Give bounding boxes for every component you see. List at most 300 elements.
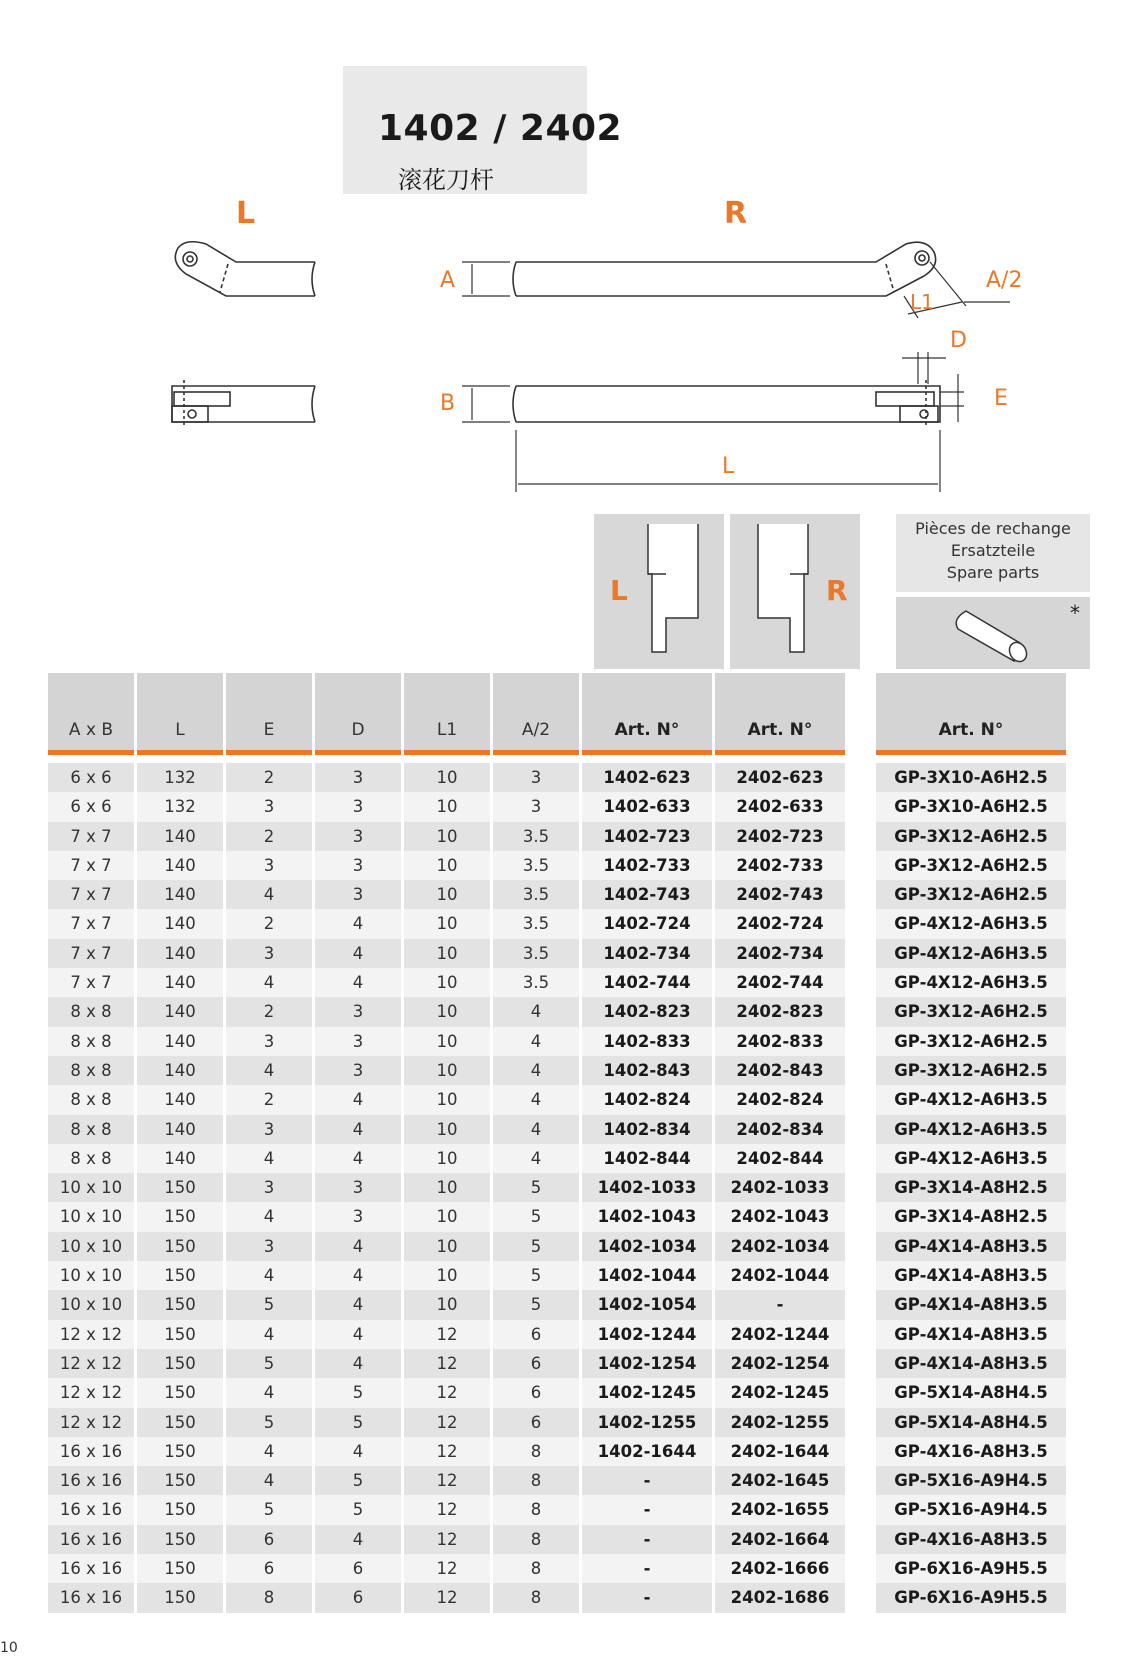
table-cell: 12 (404, 1583, 490, 1612)
dim-e-label: E (994, 386, 1008, 411)
table-cell: 8 (493, 1466, 579, 1495)
table-cell: GP-4X14-A8H3.5 (876, 1320, 1066, 1349)
table-cell: 1402-1054 (582, 1290, 712, 1319)
table-cell: 10 (404, 1085, 490, 1114)
table-cell: 10 (404, 880, 490, 909)
table-cell: 3.5 (493, 851, 579, 880)
table-cell: 150 (137, 1378, 223, 1407)
table-cell: 2402-1664 (715, 1525, 845, 1554)
table-cell: 10 (404, 1290, 490, 1319)
table-cell: 10 (404, 939, 490, 968)
table-cell: 4 (493, 997, 579, 1026)
spare-parts-en: Spare parts (946, 563, 1040, 582)
table-cell: GP-5X14-A8H4.5 (876, 1408, 1066, 1437)
table-cell: 1402-1043 (582, 1202, 712, 1231)
table-cell: 2402-843 (715, 1056, 845, 1085)
table-cell: 5 (493, 1173, 579, 1202)
table-cell: 7 x 7 (48, 880, 134, 909)
table-cell: 10 (404, 997, 490, 1026)
dim-b-label: B (440, 391, 456, 416)
pin-note-star: * (1070, 601, 1080, 625)
table-cell: 140 (137, 1056, 223, 1085)
table-cell: GP-3X12-A6H2.5 (876, 851, 1066, 880)
table-cell: 3.5 (493, 968, 579, 997)
table-cell: GP-3X12-A6H2.5 (876, 880, 1066, 909)
column-header (137, 673, 223, 755)
table-cell: 4 (226, 1144, 312, 1173)
table-cell: 1402-623 (582, 763, 712, 792)
table-cell: 8 x 8 (48, 1115, 134, 1144)
table-cell: 3 (315, 822, 401, 851)
table-cell: 16 x 16 (48, 1583, 134, 1612)
table-cell: 3.5 (493, 909, 579, 938)
table-cell: 4 (226, 1261, 312, 1290)
table-cell: 2402-1245 (715, 1378, 845, 1407)
table-cell: 16 x 16 (48, 1437, 134, 1466)
table-cell: 140 (137, 1027, 223, 1056)
table-cell: 10 (404, 1261, 490, 1290)
table-cell: 8 x 8 (48, 1144, 134, 1173)
table-cell: 1402-723 (582, 822, 712, 851)
table-cell: 5 (315, 1378, 401, 1407)
table-cell: 10 x 10 (48, 1290, 134, 1319)
table-cell: GP-4X12-A6H3.5 (876, 1144, 1066, 1173)
table-cell: 10 (404, 968, 490, 997)
table-cell: 3 (226, 792, 312, 821)
table-cell: 2402-633 (715, 792, 845, 821)
dim-a-label: A (440, 268, 456, 293)
table-cell: 10 (404, 1144, 490, 1173)
table-cell: 150 (137, 1349, 223, 1378)
table-cell: 5 (315, 1495, 401, 1524)
table-cell: 10 (404, 1173, 490, 1202)
table-cell: 6 (493, 1320, 579, 1349)
table-cell: 1402-633 (582, 792, 712, 821)
table-cell: 140 (137, 851, 223, 880)
table-cell: 1402-724 (582, 909, 712, 938)
right-label: R (724, 196, 748, 231)
table-cell: 4 (315, 968, 401, 997)
table-cell: 10 (404, 909, 490, 938)
table-cell: 3 (226, 851, 312, 880)
table-cell: 2 (226, 822, 312, 851)
table-cell: GP-4X14-A8H3.5 (876, 1290, 1066, 1319)
table-cell: 16 x 16 (48, 1554, 134, 1583)
table-cell: 5 (493, 1261, 579, 1290)
table-cell: 8 (226, 1583, 312, 1612)
table-cell: 8 x 8 (48, 1056, 134, 1085)
table-cell: 3 (315, 851, 401, 880)
column-header (315, 673, 401, 755)
table-cell: 3 (315, 997, 401, 1026)
table-cell: 140 (137, 880, 223, 909)
table-cell: - (582, 1495, 712, 1524)
table-cell: 16 x 16 (48, 1466, 134, 1495)
table-cell: GP-4X14-A8H3.5 (876, 1232, 1066, 1261)
table-cell: 2402-744 (715, 968, 845, 997)
table-cell: 3 (226, 1115, 312, 1144)
table-cell: 2402-1034 (715, 1232, 845, 1261)
table-cell: 4 (226, 1437, 312, 1466)
column-header-label: D (351, 720, 365, 740)
table-cell: 10 (404, 1202, 490, 1231)
table-cell: - (582, 1466, 712, 1495)
table-cell: 12 x 12 (48, 1349, 134, 1378)
table-cell: 1402-843 (582, 1056, 712, 1085)
table-cell: 150 (137, 1290, 223, 1319)
table-cell: 1402-1255 (582, 1408, 712, 1437)
table-cell: 6 (493, 1349, 579, 1378)
table-cell: 1402-1044 (582, 1261, 712, 1290)
table-cell: 2402-1254 (715, 1349, 845, 1378)
table-cell: 2402-623 (715, 763, 845, 792)
table-cell: 12 (404, 1466, 490, 1495)
table-cell: GP-4X12-A6H3.5 (876, 1115, 1066, 1144)
table-cell: 4 (226, 1466, 312, 1495)
spare-parts-de: Ersatzteile (950, 541, 1036, 560)
table-cell: 2 (226, 763, 312, 792)
table-cell: GP-4X14-A8H3.5 (876, 1349, 1066, 1378)
table-cell: 140 (137, 1115, 223, 1144)
column-header (226, 673, 312, 755)
table-cell: 4 (315, 1232, 401, 1261)
table-cell: 2402-844 (715, 1144, 845, 1173)
table-cell: - (582, 1554, 712, 1583)
table-cell: 150 (137, 1525, 223, 1554)
table-cell: 132 (137, 763, 223, 792)
table-cell: 1402-744 (582, 968, 712, 997)
table-cell: 5 (493, 1202, 579, 1231)
table-cell: - (715, 1290, 845, 1319)
table-cell: 4 (315, 1115, 401, 1144)
table-cell: 4 (315, 1290, 401, 1319)
table-cell: 4 (493, 1085, 579, 1114)
table-cell: 140 (137, 909, 223, 938)
table-cell: 7 x 7 (48, 909, 134, 938)
table-cell: 6 (493, 1408, 579, 1437)
table-cell: 4 (493, 1027, 579, 1056)
table-cell: 150 (137, 1583, 223, 1612)
table-cell: 10 (404, 1027, 490, 1056)
table-cell: 8 (493, 1554, 579, 1583)
table-cell: 7 x 7 (48, 968, 134, 997)
table-cell: 150 (137, 1437, 223, 1466)
table-cell: 8 x 8 (48, 1085, 134, 1114)
table-cell: 150 (137, 1554, 223, 1583)
table-cell: 10 x 10 (48, 1173, 134, 1202)
table-cell: 3 (226, 1173, 312, 1202)
table-cell: 4 (226, 968, 312, 997)
column-header-label: Art. N° (747, 720, 813, 740)
table-cell: GP-6X16-A9H5.5 (876, 1583, 1066, 1612)
table-cell: 3 (315, 792, 401, 821)
table-cell: 150 (137, 1173, 223, 1202)
table-cell: 4 (493, 1115, 579, 1144)
table-cell: 10 (404, 792, 490, 821)
right-column-letter: R (826, 574, 848, 607)
table-cell: 7 x 7 (48, 851, 134, 880)
table-cell: GP-4X12-A6H3.5 (876, 909, 1066, 938)
table-cell: 2402-724 (715, 909, 845, 938)
table-cell: 2402-1043 (715, 1202, 845, 1231)
table-cell: GP-4X16-A8H3.5 (876, 1437, 1066, 1466)
table-cell: 132 (137, 792, 223, 821)
table-cell: 2402-823 (715, 997, 845, 1026)
table-cell: 10 x 10 (48, 1232, 134, 1261)
table-cell: 4 (315, 1320, 401, 1349)
table-cell: 8 (493, 1583, 579, 1612)
table-cell: 4 (315, 1349, 401, 1378)
table-cell: GP-5X16-A9H4.5 (876, 1466, 1066, 1495)
dim-l-label: L (722, 454, 735, 479)
dim-l1-label: L1 (910, 290, 934, 314)
table-cell: 1402-834 (582, 1115, 712, 1144)
left-label: L (236, 196, 256, 231)
pin-icon (896, 597, 1090, 669)
table-cell: 6 (493, 1378, 579, 1407)
column-header (582, 673, 712, 755)
page-subtitle: 滚花刀杆 (398, 166, 494, 194)
table-cell: 140 (137, 822, 223, 851)
table-cell: 2402-723 (715, 822, 845, 851)
table-cell: 6 x 6 (48, 792, 134, 821)
table-cell: 4 (315, 909, 401, 938)
table-cell: 2402-1033 (715, 1173, 845, 1202)
table-cell: 1402-823 (582, 997, 712, 1026)
table-cell: 2402-1686 (715, 1583, 845, 1612)
table-cell: 2402-1655 (715, 1495, 845, 1524)
table-cell: 4 (315, 1085, 401, 1114)
table-cell: GP-3X12-A6H2.5 (876, 997, 1066, 1026)
table-cell: - (582, 1583, 712, 1612)
table-cell: 12 (404, 1554, 490, 1583)
pin-image (896, 597, 1090, 669)
table-cell: 8 (493, 1525, 579, 1554)
table-cell: 6 (226, 1554, 312, 1583)
table-cell: 7 x 7 (48, 939, 134, 968)
table-cell: 2402-743 (715, 880, 845, 909)
table-cell: 1402-824 (582, 1085, 712, 1114)
table-cell: 8 x 8 (48, 1027, 134, 1056)
table-cell: 1402-833 (582, 1027, 712, 1056)
table-cell: 6 x 6 (48, 763, 134, 792)
table-cell: 150 (137, 1232, 223, 1261)
table-cell: GP-3X14-A8H2.5 (876, 1173, 1066, 1202)
table-cell: 10 (404, 822, 490, 851)
table-cell: 4 (226, 1202, 312, 1231)
table-cell: GP-6X16-A9H5.5 (876, 1554, 1066, 1583)
table-cell: 150 (137, 1320, 223, 1349)
table-cell: GP-4X12-A6H3.5 (876, 968, 1066, 997)
column-header (404, 673, 490, 755)
table-cell: 2402-1255 (715, 1408, 845, 1437)
table-cell: 10 (404, 1232, 490, 1261)
table-cell: 2402-733 (715, 851, 845, 880)
table-cell: 3.5 (493, 939, 579, 968)
table-cell: 2402-824 (715, 1085, 845, 1114)
spare-parts-fr: Pièces de rechange (915, 519, 1071, 538)
table-cell: GP-4X14-A8H3.5 (876, 1261, 1066, 1290)
table-cell: 5 (493, 1232, 579, 1261)
table-cell: 6 (315, 1554, 401, 1583)
table-cell: 140 (137, 997, 223, 1026)
page-number: 10 (0, 1640, 18, 1656)
table-cell: 140 (137, 939, 223, 968)
table-cell: 2 (226, 997, 312, 1026)
table-cell: 4 (315, 1437, 401, 1466)
table-cell: 2402-833 (715, 1027, 845, 1056)
table-cell: 1402-1254 (582, 1349, 712, 1378)
table-cell: 12 (404, 1378, 490, 1407)
table-cell: 10 (404, 851, 490, 880)
table-cell: GP-5X14-A8H4.5 (876, 1378, 1066, 1407)
table-cell: GP-3X10-A6H2.5 (876, 763, 1066, 792)
table-cell: 5 (226, 1349, 312, 1378)
table-cell: 2402-734 (715, 939, 845, 968)
table-cell: 4 (315, 1525, 401, 1554)
table-cell: 1402-733 (582, 851, 712, 880)
table-cell: 150 (137, 1495, 223, 1524)
table-cell: 1402-1644 (582, 1437, 712, 1466)
table-cell: 12 (404, 1408, 490, 1437)
table-cell: 8 (493, 1437, 579, 1466)
table-cell: 2402-1645 (715, 1466, 845, 1495)
column-header (715, 673, 845, 755)
table-cell: 4 (493, 1056, 579, 1085)
table-cell: 150 (137, 1202, 223, 1231)
table-cell: 2 (226, 909, 312, 938)
column-header-label: A x B (68, 720, 114, 740)
table-cell: 3.5 (493, 880, 579, 909)
table-cell: 12 x 12 (48, 1320, 134, 1349)
table-cell: 12 (404, 1495, 490, 1524)
table-cell: 2402-1044 (715, 1261, 845, 1290)
table-cell: 10 x 10 (48, 1202, 134, 1231)
table-cell: 4 (226, 1056, 312, 1085)
column-header-label: E (263, 720, 275, 740)
spare-parts-label (896, 514, 1090, 592)
table-cell: 5 (226, 1290, 312, 1319)
table-cell: 2402-1666 (715, 1554, 845, 1583)
table-cell: 2402-1644 (715, 1437, 845, 1466)
table-cell: 3 (315, 1056, 401, 1085)
table-cell: GP-3X12-A6H2.5 (876, 822, 1066, 851)
table-cell: 1402-1034 (582, 1232, 712, 1261)
table-cell: 6 (315, 1583, 401, 1612)
table-cell: 1402-844 (582, 1144, 712, 1173)
table-cell: GP-4X12-A6H3.5 (876, 1085, 1066, 1114)
table-cell: 2402-834 (715, 1115, 845, 1144)
table-cell: 5 (315, 1408, 401, 1437)
table-cell: 1402-1033 (582, 1173, 712, 1202)
table-cell: 3 (493, 763, 579, 792)
table-cell: 10 x 10 (48, 1261, 134, 1290)
table-cell: 12 (404, 1525, 490, 1554)
table-cell: 4 (315, 939, 401, 968)
table-cell: 8 x 8 (48, 997, 134, 1026)
table-cell: GP-3X14-A8H2.5 (876, 1202, 1066, 1231)
table-cell: 1402-743 (582, 880, 712, 909)
table-cell: 4 (226, 880, 312, 909)
table-cell: 4 (226, 1320, 312, 1349)
table-cell: 10 (404, 1056, 490, 1085)
table-cell: 3 (226, 1232, 312, 1261)
table-cell: 12 x 12 (48, 1408, 134, 1437)
column-header (876, 673, 1066, 755)
table-cell: 3 (493, 792, 579, 821)
table-cell: GP-3X12-A6H2.5 (876, 1027, 1066, 1056)
table-cell: 4 (315, 1261, 401, 1290)
table-cell: 3 (315, 1027, 401, 1056)
left-column-letter: L (610, 574, 628, 607)
table-cell: 4 (493, 1144, 579, 1173)
column-header-label: L (175, 720, 185, 740)
column-header-label: A/2 (521, 720, 551, 740)
table-cell: 12 x 12 (48, 1378, 134, 1407)
column-header-label: Art. N° (614, 720, 680, 740)
table-cell: 10 (404, 763, 490, 792)
table-cell: 1402-1244 (582, 1320, 712, 1349)
table-cell: GP-3X12-A6H2.5 (876, 1056, 1066, 1085)
table-cell: GP-3X10-A6H2.5 (876, 792, 1066, 821)
table-cell: 8 (493, 1495, 579, 1524)
table-cell: 1402-1245 (582, 1378, 712, 1407)
table-cell: 12 (404, 1437, 490, 1466)
table-cell: 5 (315, 1466, 401, 1495)
table-cell: 10 (404, 1115, 490, 1144)
column-header (493, 673, 579, 755)
table-cell: 5 (493, 1290, 579, 1319)
table-cell: 150 (137, 1408, 223, 1437)
table-cell: 150 (137, 1466, 223, 1495)
table-cell: 3 (226, 1027, 312, 1056)
table-cell: GP-4X16-A8H3.5 (876, 1525, 1066, 1554)
table-cell: 6 (226, 1525, 312, 1554)
table-cell: 140 (137, 1144, 223, 1173)
page-title: 1402 / 2402 (378, 108, 623, 149)
table-cell: 3 (315, 1202, 401, 1231)
table-cell: 1402-734 (582, 939, 712, 968)
table-cell: 3 (315, 880, 401, 909)
table-cell: 3.5 (493, 822, 579, 851)
column-header-label: L1 (436, 720, 458, 740)
table-cell: 4 (315, 1144, 401, 1173)
dim-a-half-label: A/2 (986, 268, 1023, 293)
table-cell: 3 (315, 763, 401, 792)
table-cell: 4 (226, 1378, 312, 1407)
table-cell: 16 x 16 (48, 1525, 134, 1554)
table-cell: GP-5X16-A9H4.5 (876, 1495, 1066, 1524)
table-cell: 150 (137, 1261, 223, 1290)
table-cell: 7 x 7 (48, 822, 134, 851)
table-cell: 5 (226, 1495, 312, 1524)
table-cell: 16 x 16 (48, 1495, 134, 1524)
table-cell: GP-4X12-A6H3.5 (876, 939, 1066, 968)
column-header-label: Art. N° (938, 720, 1004, 740)
table-cell: 3 (315, 1173, 401, 1202)
column-header (48, 673, 134, 755)
dim-d-label: D (950, 328, 967, 353)
table-cell: 5 (226, 1408, 312, 1437)
table-cell: 12 (404, 1320, 490, 1349)
table-cell: - (582, 1525, 712, 1554)
table-cell: 140 (137, 968, 223, 997)
table-cell: 140 (137, 1085, 223, 1114)
table-cell: 2 (226, 1085, 312, 1114)
table-cell: 3 (226, 939, 312, 968)
table-cell: 2402-1244 (715, 1320, 845, 1349)
table-cell: 12 (404, 1349, 490, 1378)
